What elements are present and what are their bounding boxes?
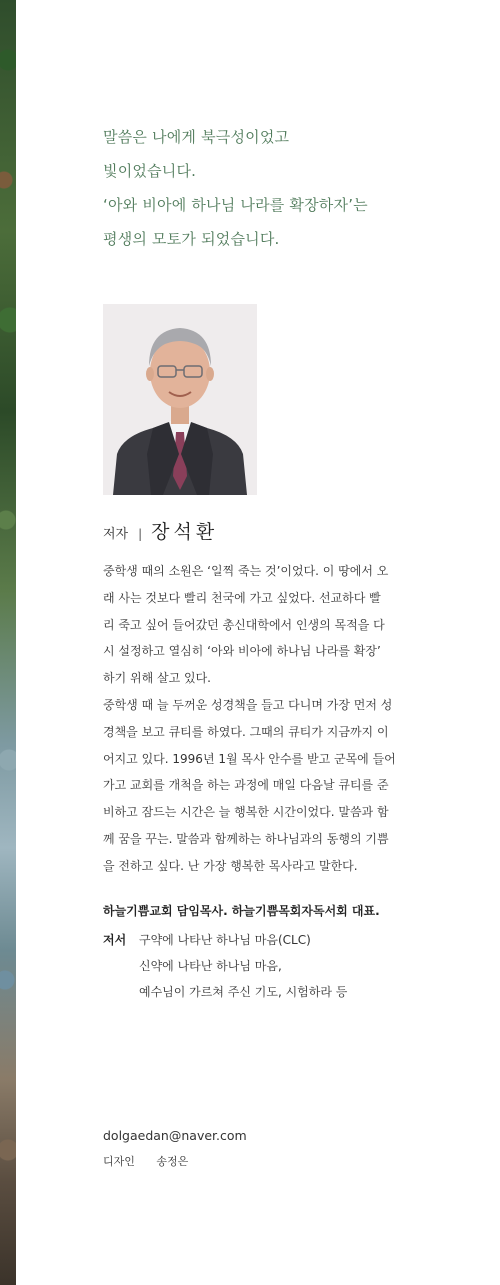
works-row — [103, 956, 483, 982]
quote-line: 평생의 모토가 되었습니다. — [103, 230, 280, 248]
bio-line: 가고 교회를 개척을 하는 과정에 매일 다음날 큐티를 준 — [103, 778, 389, 793]
works-label: 저서 — [103, 933, 127, 947]
works-item: 구약에 나타난 하나님 마음(CLC) — [139, 933, 311, 947]
author-portrait — [103, 304, 257, 495]
works-item: 신약에 나타난 하나님 마음, — [139, 959, 282, 973]
designer-label: 디자인 — [103, 1155, 135, 1168]
quote-line: 말씀은 나에게 북극성이었고 — [103, 128, 290, 146]
bio-line: 중학생 때 늘 두꺼운 성경책을 들고 다니며 가장 먼저 성 — [103, 697, 393, 712]
works-row — [103, 982, 483, 1008]
author-label: 저자 — [103, 527, 129, 542]
works-label-spacer — [103, 956, 139, 982]
author-biography — [103, 558, 483, 880]
bio-line: 경책을 보고 큐티를 하였다. 그때의 큐티가 지금까지 이 — [103, 724, 389, 739]
designer-name: 송정은 — [156, 1155, 189, 1168]
bio-line: 을 전하고 싶다. 난 가장 행복한 목사라고 말한다. — [103, 858, 358, 873]
bio-line: 래 사는 것보다 빨리 천국에 가고 싶었다. 선교하다 빨 — [103, 590, 381, 605]
quote-line: 빛이었습니다. — [103, 162, 197, 180]
works-label-spacer — [103, 982, 139, 1008]
author-separator: | — [138, 527, 143, 541]
bio-line: 리 죽고 싶어 들어갔던 총신대학에서 인생의 목적을 다 — [103, 617, 385, 632]
works-item: 예수님이 가르쳐 주신 기도, 시험하라 등 — [139, 985, 348, 999]
author-organization: 하늘기쁨교회 담임목사. 하늘기쁨목회자독서회 대표. — [103, 904, 380, 918]
cover-photo-edge-strip — [0, 0, 16, 1285]
bio-line: 어지고 있다. 1996년 1월 목사 안수를 받고 군목에 들어 — [103, 751, 396, 766]
bio-line: 비하고 잠드는 시간은 늘 행복한 시간이었다. 말씀과 함 — [103, 805, 389, 820]
bio-line: 께 꿈을 꾸는. 말씀과 함께하는 하나님과의 동행의 기쁨 — [103, 831, 389, 846]
author-portrait-photo — [103, 304, 257, 495]
author-name: 장석환 — [151, 521, 219, 543]
author-email: dolgaedan@naver.com — [103, 1128, 247, 1143]
author-heading — [103, 517, 218, 545]
bio-line: 시 설정하고 열심히 ‘아와 비아에 하나님 나라를 확장’ — [103, 644, 381, 659]
designer-credit — [103, 1153, 188, 1169]
epigraph-quote — [103, 120, 483, 256]
author-works — [103, 930, 483, 1008]
bio-line: 중학생 때의 소원은 ‘일찍 죽는 것’이었다. 이 땅에서 오 — [103, 564, 389, 578]
bio-line: 하기 위해 살고 있다. — [103, 671, 211, 686]
quote-line: ‘아와 비아에 하나님 나라를 확장하자’는 — [103, 196, 368, 214]
works-row — [103, 930, 483, 956]
